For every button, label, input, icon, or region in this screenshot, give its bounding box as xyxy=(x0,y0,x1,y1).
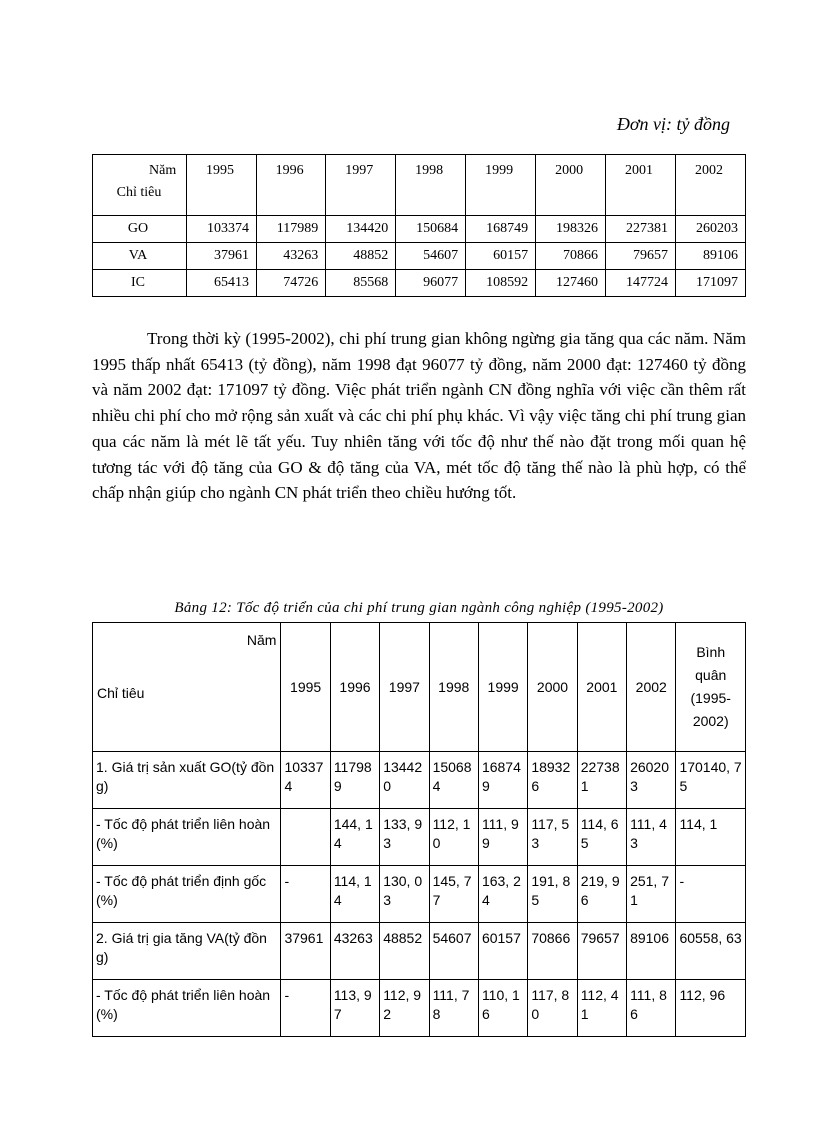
table-cell: 133, 93 xyxy=(380,809,429,866)
table-header-row xyxy=(93,155,746,216)
table-cell: 144, 14 xyxy=(330,809,379,866)
row-label: VA xyxy=(93,243,187,270)
analysis-paragraph xyxy=(92,326,746,506)
table-cell: 260203 xyxy=(676,216,746,243)
average-cell: - xyxy=(676,866,746,923)
average-header-line: 2002) xyxy=(692,713,729,729)
year-header: 1996 xyxy=(330,623,379,752)
year-header: 2002 xyxy=(676,155,746,216)
year-header: 2002 xyxy=(627,623,676,752)
unit-label: Đơn vị: tỷ đồng xyxy=(616,114,730,134)
header-corner-cell xyxy=(93,155,187,216)
table-cell: 60157 xyxy=(466,243,536,270)
header-corner-cell xyxy=(93,623,281,752)
table-cell: 96077 xyxy=(396,270,466,297)
table-cell: 191, 85 xyxy=(528,866,577,923)
table-cell: 130, 03 xyxy=(380,866,429,923)
year-header: 1999 xyxy=(466,155,536,216)
average-header-line: quân xyxy=(695,667,727,683)
average-cell: 60558, 63 xyxy=(676,923,746,980)
table-cell: 189326 xyxy=(528,752,577,809)
year-header: 2001 xyxy=(577,623,626,752)
table-cell: 150684 xyxy=(396,216,466,243)
table-cell: 168749 xyxy=(478,752,527,809)
year-header: 2000 xyxy=(528,623,577,752)
table-cell: 150684 xyxy=(429,752,478,809)
table-cell: 54607 xyxy=(429,923,478,980)
table-cell: 145, 77 xyxy=(429,866,478,923)
table-cell: 79657 xyxy=(577,923,626,980)
row-label: 1. Giá trị sản xuất GO(tỷ đồng) xyxy=(93,752,281,809)
table-header-row xyxy=(93,623,746,752)
table-cell: 112, 10 xyxy=(429,809,478,866)
row-label: - Tốc độ phát triển liên hoàn(%) xyxy=(93,980,281,1037)
year-header: 1995 xyxy=(281,623,330,752)
row-label: 2. Giá trị gia tăng VA(tỷ đồng) xyxy=(93,923,281,980)
table-cell: 111, 78 xyxy=(429,980,478,1037)
paragraph-text: Trong thời kỳ (1995-2002), chi phí trung gian không ngừng gia tăng qua các năm. Năm 1995 thấp nhất 65413 (tỷ đồng), năm 1998 đạt 96077 tỷ đồng, năm 2000 đạt: 127460 tỷ đồng và năm 2002 đạt: 171097 tỷ đồng. Việc phát triển ngành CN đồng nghĩa với việc cần thêm rất nhiều chi phí cho mở rộng sản xuất và các chi phí phụ khác. Vì vậy việc tăng chi phí trung gian qua các năm là mét lẽ tất yếu. Tuy nhiên tăng với tốc độ như thế nào đặt trong mối quan hệ tương tác với độ tăng của GO & độ tăng của VA, mét tốc độ tăng thế nào là phù hợp, có thể chấp nhận giúp cho ngành CN phát triển theo chiều hướng tốt. xyxy=(92,329,746,503)
table-cell: 43263 xyxy=(330,923,379,980)
table-cell: 227381 xyxy=(606,216,676,243)
table-cell: 134420 xyxy=(380,752,429,809)
header-year-label: Năm xyxy=(149,163,177,178)
row-label: GO xyxy=(93,216,187,243)
table-row xyxy=(93,866,746,923)
table-row xyxy=(93,270,746,297)
table-cell: 110, 16 xyxy=(478,980,527,1037)
table-cell: 198326 xyxy=(536,216,606,243)
table-row xyxy=(93,809,746,866)
year-header: 1997 xyxy=(326,155,396,216)
header-indicator-label: Chỉ tiêu xyxy=(97,685,145,701)
year-header: 1995 xyxy=(187,155,257,216)
table-cell: 70866 xyxy=(528,923,577,980)
table-cell: 147724 xyxy=(606,270,676,297)
year-header: 1998 xyxy=(396,155,466,216)
row-label: - Tốc độ phát triển định gốc(%) xyxy=(93,866,281,923)
table-caption: Bảng 12: Tốc độ triển của chi phí trung gian ngành công nghiệp (1995-2002) xyxy=(174,600,664,616)
table-cell: 74726 xyxy=(256,270,325,297)
table-cell: 117, 53 xyxy=(528,809,577,866)
header-year-label: Năm xyxy=(246,632,277,648)
table-cell: - xyxy=(281,866,330,923)
table-row xyxy=(93,980,746,1037)
table-cell: 251, 71 xyxy=(627,866,676,923)
table-cell: 117989 xyxy=(256,216,325,243)
table-cell: 111, 99 xyxy=(478,809,527,866)
table-cell xyxy=(281,809,330,866)
table-row xyxy=(93,923,746,980)
table-cell: 79657 xyxy=(606,243,676,270)
table-cell: 65413 xyxy=(187,270,257,297)
average-cell: 114, 1 xyxy=(676,809,746,866)
table-cell: 111, 86 xyxy=(627,980,676,1037)
table-cell: 37961 xyxy=(187,243,257,270)
table-cell: 117, 80 xyxy=(528,980,577,1037)
table-cell: 227381 xyxy=(577,752,626,809)
table-cell: 114, 65 xyxy=(577,809,626,866)
table-cell: 108592 xyxy=(466,270,536,297)
table-cell: 43263 xyxy=(256,243,325,270)
table-cell: 127460 xyxy=(536,270,606,297)
table-cell: 103374 xyxy=(187,216,257,243)
table-cell: 89106 xyxy=(627,923,676,980)
row-label: - Tốc độ phát triển liên hoàn(%) xyxy=(93,809,281,866)
table-cell: 89106 xyxy=(676,243,746,270)
row-label: IC xyxy=(93,270,187,297)
average-header xyxy=(676,623,746,752)
table-row xyxy=(93,216,746,243)
table-row xyxy=(93,752,746,809)
average-cell: 112, 96 xyxy=(676,980,746,1037)
table-cell: 111, 43 xyxy=(627,809,676,866)
table-cell: 134420 xyxy=(326,216,396,243)
table-cell: 163, 24 xyxy=(478,866,527,923)
average-cell: 170140, 75 xyxy=(676,752,746,809)
table-cell: 113, 97 xyxy=(330,980,379,1037)
table-cell: - xyxy=(281,980,330,1037)
growth-rate-table xyxy=(92,622,746,1037)
year-header: 1998 xyxy=(429,623,478,752)
year-header: 1996 xyxy=(256,155,325,216)
table-cell: 112, 92 xyxy=(380,980,429,1037)
table-cell: 260203 xyxy=(627,752,676,809)
table-cell: 54607 xyxy=(396,243,466,270)
table-cell: 48852 xyxy=(380,923,429,980)
year-header: 1997 xyxy=(380,623,429,752)
table-cell: 112, 41 xyxy=(577,980,626,1037)
year-header: 1999 xyxy=(478,623,527,752)
average-header-line: (1995- xyxy=(690,690,731,706)
header-indicator-label: Chỉ tiêu xyxy=(116,185,162,200)
table-cell: 219, 96 xyxy=(577,866,626,923)
table-cell: 117989 xyxy=(330,752,379,809)
table-cell: 85568 xyxy=(326,270,396,297)
table-row xyxy=(93,243,746,270)
table-cell: 37961 xyxy=(281,923,330,980)
table-cell: 114, 14 xyxy=(330,866,379,923)
table-cell: 48852 xyxy=(326,243,396,270)
table-cell: 103374 xyxy=(281,752,330,809)
table-cell: 168749 xyxy=(466,216,536,243)
production-summary-table xyxy=(92,154,746,297)
year-header: 2000 xyxy=(536,155,606,216)
table-cell: 70866 xyxy=(536,243,606,270)
year-header: 2001 xyxy=(606,155,676,216)
table-cell: 60157 xyxy=(478,923,527,980)
average-header-line: Bình xyxy=(696,644,726,660)
table-cell: 171097 xyxy=(676,270,746,297)
